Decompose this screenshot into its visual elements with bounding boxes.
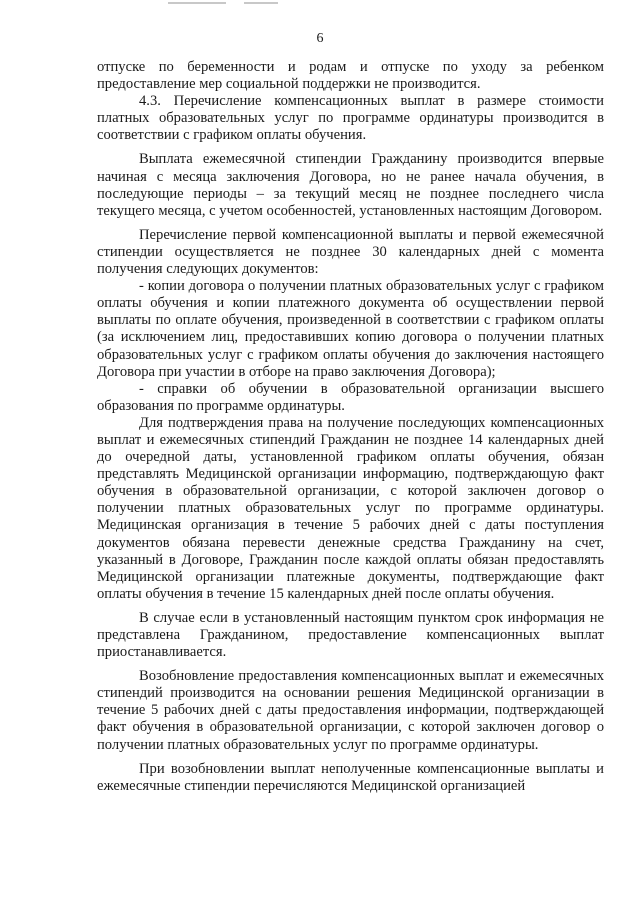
list-item-study-certificate: - справки об обучении в образовательной организации высшего образования по программе ординатуры.: [97, 380, 604, 414]
page-number: 6: [316, 31, 324, 46]
paragraph-stipend-payment: Выплата ежемесячной стипендии Гражданину производится впервые начиная с месяца заключения Договора, но не ранее начала обучения, в последующие периоды – за текущий месяц не позднее последнего числа текущего месяца, с учетом особенностей, установленных настоящим Договором.: [97, 151, 604, 219]
paragraph-continuation: отпуске по беременности и родам и отпуске по уходу за ребенком предоставление мер социальной поддержки не производится.: [97, 59, 604, 93]
paragraph-unpaid-transfer: При возобновлении выплат неполученные компенсационные выплаты и ежемесячные стипендии перечисляются Медицинской организацией: [97, 760, 604, 794]
scan-edge-line-right: [244, 2, 278, 4]
paragraph-suspension: В случае если в установленный настоящим пунктом срок информация не представлена Гражданином, предоставление компенсационных выплат приостанавливается.: [97, 609, 604, 661]
paragraph-first-transfer: Перечисление первой компенсационной выплаты и первой ежемесячной стипендии осуществляется не позднее 30 календарных дней с момента получения следующих документов:: [97, 226, 604, 278]
paragraph-clause-4-3: 4.3. Перечисление компенсационных выплат в размере стоимости платных образовательных услуг по программе ординатуры производится в соответствии с графиком оплаты обучения.: [97, 93, 604, 144]
paragraph-resumption: Возобновление предоставления компенсационных выплат и ежемесячных стипендий производится на основании решения Медицинской организации в течение 5 рабочих дней с даты предоставления информации, подтверждающей факт обучения в образовательной организации, с которой заключен договор о получении платных образовательных услуг по программе ординатуры.: [97, 668, 604, 753]
list-item-contract-copy: - копии договора о получении платных образовательных услуг с графиком оплаты обучения и копии платежного документа об осуществлении первой выплаты по оплате обучения, произведенной в соответствии с графиком оплаты (за исключением лиц, предоставивших копию договора о получении платных образовательных услуг с графиком оплаты обучения до заключения настоящего Договора при участии в отборе на право заключения Договора);: [97, 278, 604, 380]
paragraph-confirmation: Для подтверждения права на получение последующих компенсационных выплат и ежемесячных стипендий Гражданин не позднее 14 календарных дней до очередной даты, установленной графиком оплаты обучения, обязан представлять Медицинской организации информацию, подтверждающую факт обучения в образовательной организации, с которой заключен договор о получении платных образовательных услуг по программе ординатуры. Медицинская организация в течение 5 рабочих дней с даты поступления документов обязана перевести денежные средства Гражданину на счет, указанный в Договоре, Гражданин после каждой оплаты обязан предоставлять Медицинской организации платежные документы, подтверждающие факт оплаты обучения в течение 15 календарных дней после оплаты обучения.: [97, 414, 604, 602]
document-body: [97, 59, 604, 795]
scan-edge-line-left: [168, 2, 226, 4]
